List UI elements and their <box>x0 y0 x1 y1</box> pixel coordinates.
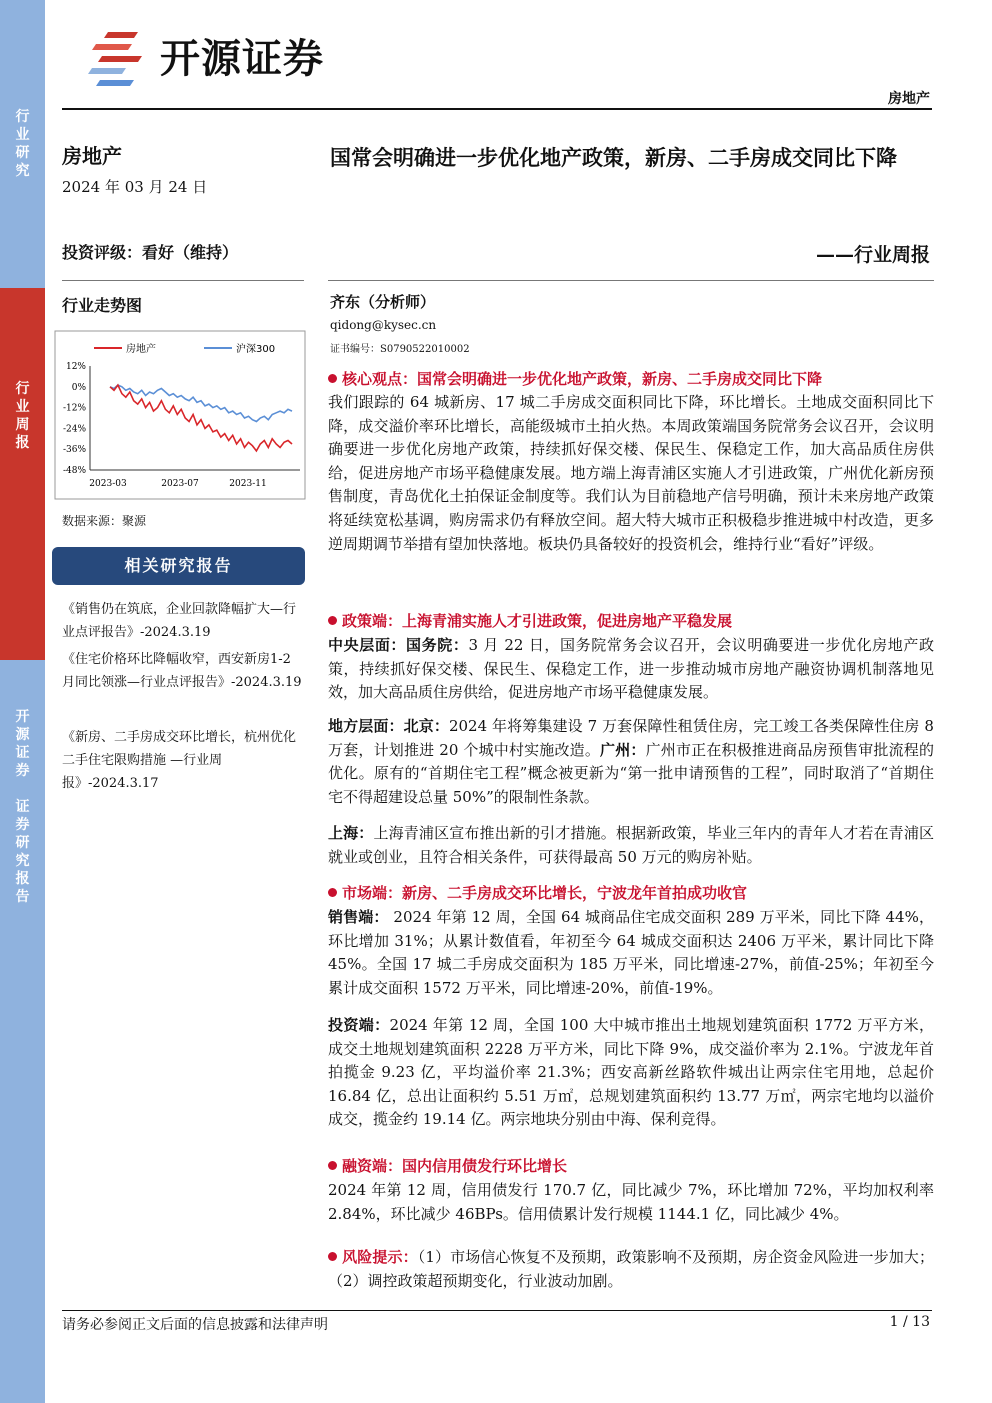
investment-rating: 投资评级：看好（维持） <box>62 243 239 262</box>
related-report-link[interactable]: 《销售仍在筑底，企业回款降幅扩大—行业点评报告》-2024.3.19 <box>62 602 297 640</box>
section-head-core: 核心观点：国常会明确进一步优化地产政策，新房、二手房成交同比下降 <box>328 367 822 391</box>
bullet-icon <box>328 1252 337 1261</box>
logo-text: 开源证券 <box>160 36 324 82</box>
bullet-icon <box>328 888 337 897</box>
related-report-link[interactable]: 《新房、二手房成交环比增长，杭州优化二手住宅限购措施 —行业周报》-2024.3.17 <box>62 730 297 791</box>
x-tick-label: 2023-07 <box>161 479 199 489</box>
y-axis <box>63 362 90 476</box>
paragraph-label: 销售端： <box>328 908 389 926</box>
section-head-finance: 融资端：国内信用债发行环比增长 <box>328 1154 567 1178</box>
x-tick-label: 2023-03 <box>89 479 127 489</box>
chart-frame <box>55 331 305 499</box>
sector-name: 房地产 <box>62 144 122 168</box>
analyst-name: 齐东（分析师） <box>330 293 436 311</box>
left-divider <box>62 280 304 281</box>
paragraph-label: 地方层面：北京： <box>328 717 449 735</box>
y-tick-label: 12% <box>65 362 86 372</box>
risk-head: 风险提示： <box>328 1248 418 1266</box>
footer-divider <box>62 1310 932 1311</box>
analyst-cert: 证书编号：S0790522010002 <box>330 344 470 355</box>
sidebar-band-highlight <box>0 288 45 660</box>
band-label-top: 行 业 研 究 <box>15 109 30 179</box>
paragraph-label: 投资端： <box>328 1016 390 1034</box>
page-number: 1 / 13 <box>889 1314 930 1330</box>
footer-disclaimer[interactable]: 请务必参阅正文后面的信息披露和法律声明 <box>62 1317 328 1333</box>
bullet-icon <box>328 374 337 383</box>
sidebar-band <box>0 0 45 1403</box>
bullet-icon <box>328 1161 337 1170</box>
y-tick-label: -12% <box>62 403 86 414</box>
y-tick-label: -36% <box>62 445 86 456</box>
right-divider <box>328 280 934 281</box>
bullet-icon <box>328 616 337 625</box>
paragraph-label: 中央层面：国务院： <box>328 636 469 654</box>
section-body-core: 我们跟踪的 64 城新房、17 城二手房成交面积同比下降，环比增长。土地成交面积同比下降，成交溢价率环比增长，高能级城市土拍火热。本周政策端国务院常务会议召开，会议明确要进一步优化房地产政策，持续抓好保交楼、保民生、保稳定工作，加大高品质住房供给，促进房地产市场平稳健康发展。地方端上海青浦区实施人才引进政策，广州优化新房预售制度，青岛优化土拍保证金制度等。我们认为目前稳地产信号明确，预计未来房地产政策将延续宽松基调，购房需求仍有释放空间。超大特大城市正积极稳步推进城中村改造，更多逆周期调节举措有望加快落地。板块仍具备较好的投资机会，维持行业“看好”评级。 <box>328 393 934 553</box>
y-tick-label: -24% <box>62 424 86 435</box>
legend-label-series-0: 房地产 <box>126 344 156 355</box>
series-line-0 <box>110 385 292 451</box>
trend-chart <box>54 330 306 500</box>
trend-chart-title: 行业走势图 <box>62 296 143 315</box>
report-date: 2024 年 03 月 24 日 <box>62 178 208 196</box>
x-tick-label: 2023-11 <box>229 479 267 489</box>
report-subtitle: ——行业周报 <box>815 244 930 266</box>
data-source: 数据来源：聚源 <box>62 514 147 528</box>
section-risk: 风险提示：（1）市场信心恢复不及预期，政策影响不及预期，房企资金风险进一步加大；（2）调控政策超预期变化，行业波动加剧。 <box>328 1248 934 1290</box>
section-body-policy-shanghai: 上海：上海青浦区宣布推出新的引才措施。根据新政策，毕业三年内的青年人才若在青浦区就业或创业，且符合相关条件，可获得最高 50 万元的购房补贴。 <box>328 824 934 866</box>
x-axis <box>89 470 300 489</box>
band-label-bottom: 开 源 证 券 证 券 研 究 报 告 <box>15 709 30 905</box>
related-report-link[interactable]: 《住宅价格环比降幅收窄，西安新房1-2 月同比领涨—行业点评报告》-2024.3.19 <box>62 652 302 690</box>
section-body-sales: 销售端： 2024 年第 12 周，全国 64 城商品住宅成交面积 289 万平米，同比下降 44%，环比增加 31%；从累计数值看，年初至今 64 城成交面积达 2406 万平米，累计同比下降 45%。全国 17 城二手房成交面积为 185 万平米，同比增速-27%，前值-25%；年初至今累计成交面积 1572 万平米，同比增速-20%，前值-19%。 <box>328 908 934 997</box>
chart-legend <box>94 342 275 355</box>
section-body-investment: 投资端：2024 年第 12 周，全国 100 大中城市推出土地规划建筑面积 1772 万平方米，成交土地规划建筑面积 2228 万平方米，同比下降 9%，成交溢价率为 2.1%。宁波龙年首拍揽金 9.23 亿，平均溢价率 21.3%；西安高新丝路软件城出让两宗住宅用地，总起价 16.84 亿，总出让面积约 5.51 万㎡，总规划建筑面积约 13.77 万㎡，两宗宅地均以溢价成交，揽金约 19.14 亿。两宗地块分别由中海、保利竞得。 <box>328 1016 934 1129</box>
section-head-market: 市场端：新房、二手房成交环比增长，宁波龙年首拍成功收官 <box>328 881 747 905</box>
related-reports-header: 相关研究报告 <box>52 547 305 585</box>
analyst-email[interactable]: qidong@kysec.cn <box>330 318 437 332</box>
section-head-policy: 政策端：上海青浦实施人才引进政策，促进房地产平稳发展 <box>328 609 732 633</box>
y-tick-label: 0% <box>71 382 86 393</box>
section-body-policy-local: 地方层面：北京：2024 年将筹集建设 7 万套保障性租赁住房，完工竣工各类保障性住房 8 万套，计划推进 20 个城中村实施改造。广州：广州市正在积极推进商品房预售审批流程的优化。原有的“首期住宅工程”概念被更新为“第一批申请预售的工程”，同时取消了“首期住宅不得超建设总量 50%”的限制性条款。 <box>328 717 934 806</box>
report-title: 国常会明确进一步优化地产政策，新房、二手房成交同比下降 <box>330 145 897 170</box>
paragraph-label: 上海： <box>328 824 374 842</box>
kysec-logo-icon <box>88 30 144 88</box>
plot-lines <box>110 385 292 451</box>
legend-label-series-1: 沪深300 <box>236 344 276 355</box>
paragraph-label: 广州： <box>600 740 646 759</box>
section-body-policy-central: 中央层面：国务院：3 月 22 日，国务院常务会议召开，会议明确要进一步优化房地产政策，持续抓好保交楼、保民生、保稳定工作，进一步推动城市房地产融资协调机制落地见效，加大高品质住房供给，促进房地产市场平稳健康发展。 <box>328 636 934 702</box>
section-body-finance: 2024 年第 12 周，信用债发行 170.7 亿，同比减少 7%，环比增加 72%，平均加权利率 2.84%，环比减少 46BPs。信用债累计发行规模 1144.1 亿，同比减少 4%。 <box>328 1181 934 1223</box>
header-sector-tag: 房地产 <box>888 91 930 107</box>
band-label-middle: 行 业 周 报 <box>15 381 30 451</box>
y-tick-label: -48% <box>62 466 86 476</box>
header-divider <box>62 108 932 110</box>
